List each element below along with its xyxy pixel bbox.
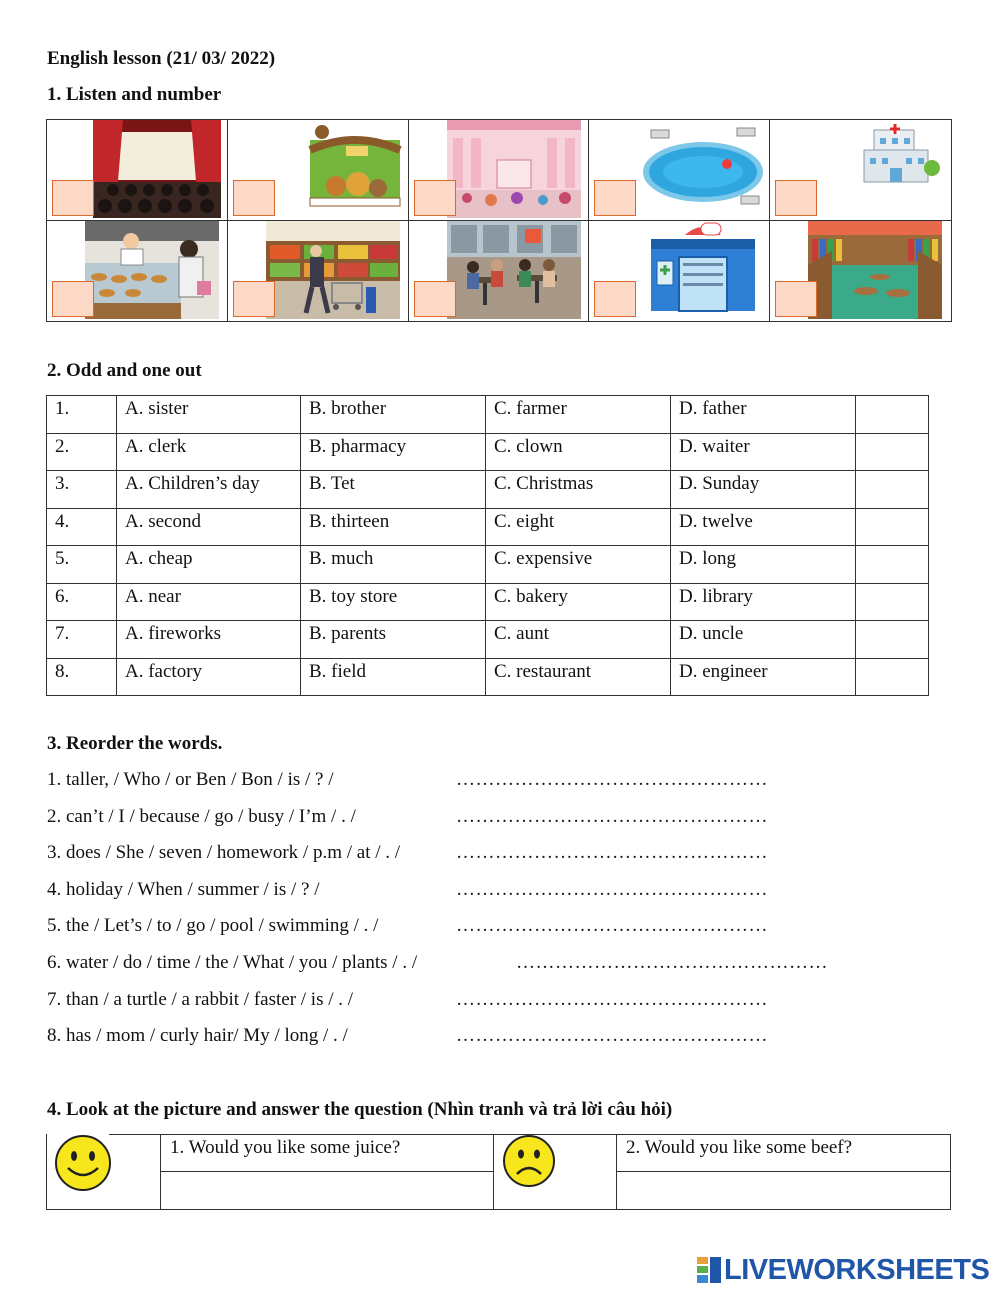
table-row [47,433,929,471]
option-a[interactable]: A. clerk [117,433,301,471]
table-row [47,621,929,659]
section-3-title: 3. Reorder the words. [47,733,223,754]
table-row [47,658,929,696]
question-number: 2. [47,433,117,471]
option-c[interactable]: C. clown [486,433,671,471]
option-b[interactable]: B. toy store [301,583,486,621]
sad-face-icon [502,1134,556,1188]
option-a[interactable]: A. second [117,508,301,546]
question-number: 6. [47,583,117,621]
answer-field-2[interactable] [626,1174,944,1206]
option-b[interactable]: B. pharmacy [301,433,486,471]
answer-line[interactable]: ………………………………………… [456,769,768,790]
answer-cell[interactable] [856,396,929,434]
picture-cell [228,221,409,322]
option-c[interactable]: C. bakery [486,583,671,621]
answer-box[interactable] [594,180,636,216]
reorder-item: 1. taller, / Who / or Ben / Bon / is / ? / [47,769,334,790]
reorder-item: 2. can’t / I / because / go / busy / I’m / . / [47,806,356,827]
question-number: 4. [47,508,117,546]
reorder-item: 3. does / She / seven / homework / p.m / at / . / [47,842,401,863]
option-d[interactable]: D. long [671,546,856,584]
option-d[interactable]: D. uncle [671,621,856,659]
option-a[interactable]: A. cheap [117,546,301,584]
option-d[interactable]: D. waiter [671,433,856,471]
option-c[interactable]: C. Christmas [486,471,671,509]
picture-cell [409,120,590,221]
liveworksheets-logo [697,1253,989,1287]
question-number: 8. [47,658,117,696]
option-d[interactable]: D. engineer [671,658,856,696]
answer-cell[interactable] [856,658,929,696]
option-a[interactable]: A. near [117,583,301,621]
question-answer-table [46,1134,951,1210]
swimming-pool-icon [641,120,765,218]
option-a[interactable]: A. factory [117,658,301,696]
picture-cell [228,120,409,221]
hospital-icon [860,120,942,218]
section-1-title: 1. Listen and number [47,84,222,105]
section-2-title: 2. Odd and one out [47,360,202,381]
bakery-icon [85,221,219,319]
question-2: 2. Would you like some beef? [626,1137,853,1158]
answer-box[interactable] [594,281,636,317]
reorder-item: 7. than / a turtle / a rabbit / faster / is / . / [47,989,354,1010]
zoo-icon [306,120,404,218]
answer-cell[interactable] [856,621,929,659]
table-row [47,583,929,621]
picture-cell [770,120,951,221]
reorder-item: 8. has / mom / curly hair/ My / long / . / [47,1025,348,1046]
question-number: 5. [47,546,117,584]
picture-cell [589,120,770,221]
question-number: 1. [47,396,117,434]
answer-line[interactable]: ………………………………………… [456,879,768,900]
table-row [47,471,929,509]
answer-box[interactable] [414,180,456,216]
cafe-icon [447,221,581,319]
logo-mark-icon [697,1257,721,1283]
question-number: 3. [47,471,117,509]
candy-shop-icon [447,120,581,218]
section-4-title: 4. Look at the picture and answer the question (Nhìn tranh và trả lời câu hỏi) [47,1099,673,1120]
answer-box[interactable] [233,281,275,317]
option-b[interactable]: B. field [301,658,486,696]
answer-box[interactable] [233,180,275,216]
option-c[interactable]: C. restaurant [486,658,671,696]
table-row [47,396,929,434]
option-a[interactable]: A. sister [117,396,301,434]
supermarket-icon [266,221,400,319]
library-icon [808,221,942,319]
option-a[interactable]: A. Children’s day [117,471,301,509]
picture-cell [47,120,228,221]
answer-line[interactable]: ………………………………………… [456,1025,768,1046]
question-number: 7. [47,621,117,659]
option-a[interactable]: A. fireworks [117,621,301,659]
reorder-item: 6. water / do / time / the / What / you / plants / . / [47,952,418,973]
option-b[interactable]: B. thirteen [301,508,486,546]
answer-box[interactable] [775,281,817,317]
picture-grid [46,119,952,322]
answer-cell[interactable] [856,546,929,584]
option-d[interactable]: D. library [671,583,856,621]
happy-face-icon [54,1134,112,1192]
table-row [47,546,929,584]
option-c[interactable]: C. expensive [486,546,671,584]
answer-field-1[interactable] [170,1174,488,1206]
table-row [47,508,929,546]
picture-cell [770,221,951,322]
answer-line[interactable]: ………………………………………… [516,952,828,973]
picture-cell [409,221,590,322]
answer-line[interactable]: ………………………………………… [456,842,768,863]
logo-text: LIVEWORKSHEETS [724,1253,990,1286]
answer-line[interactable]: ………………………………………… [456,915,768,936]
option-d[interactable]: D. father [671,396,856,434]
lesson-title: English lesson (21/ 03/ 2022) [47,48,276,69]
answer-box[interactable] [52,180,94,216]
option-b[interactable]: B. Tet [301,471,486,509]
answer-box[interactable] [52,281,94,317]
option-b[interactable]: B. much [301,546,486,584]
answer-cell[interactable] [856,433,929,471]
picture-cell [589,221,770,322]
option-b[interactable]: B. parents [301,621,486,659]
answer-box[interactable] [775,180,817,216]
reorder-item: 5. the / Let’s / to / go / pool / swimming / . / [47,915,379,936]
answer-cell[interactable] [856,508,929,546]
option-d[interactable]: D. Sunday [671,471,856,509]
picture-cell [47,221,228,322]
cinema-icon [93,120,221,218]
pharmacy-icon [645,221,761,319]
option-c[interactable]: C. eight [486,508,671,546]
question-1: 1. Would you like some juice? [170,1137,401,1158]
answer-cell[interactable] [856,471,929,509]
reorder-item: 4. holiday / When / summer / is / ? / [47,879,320,900]
option-d[interactable]: D. twelve [671,508,856,546]
answer-box[interactable] [414,281,456,317]
option-c[interactable]: C. farmer [486,396,671,434]
answer-cell[interactable] [856,583,929,621]
answer-line[interactable]: ………………………………………… [456,806,768,827]
odd-one-out-table [46,395,929,696]
answer-line[interactable]: ………………………………………… [456,989,768,1010]
option-c[interactable]: C. aunt [486,621,671,659]
option-b[interactable]: B. brother [301,396,486,434]
